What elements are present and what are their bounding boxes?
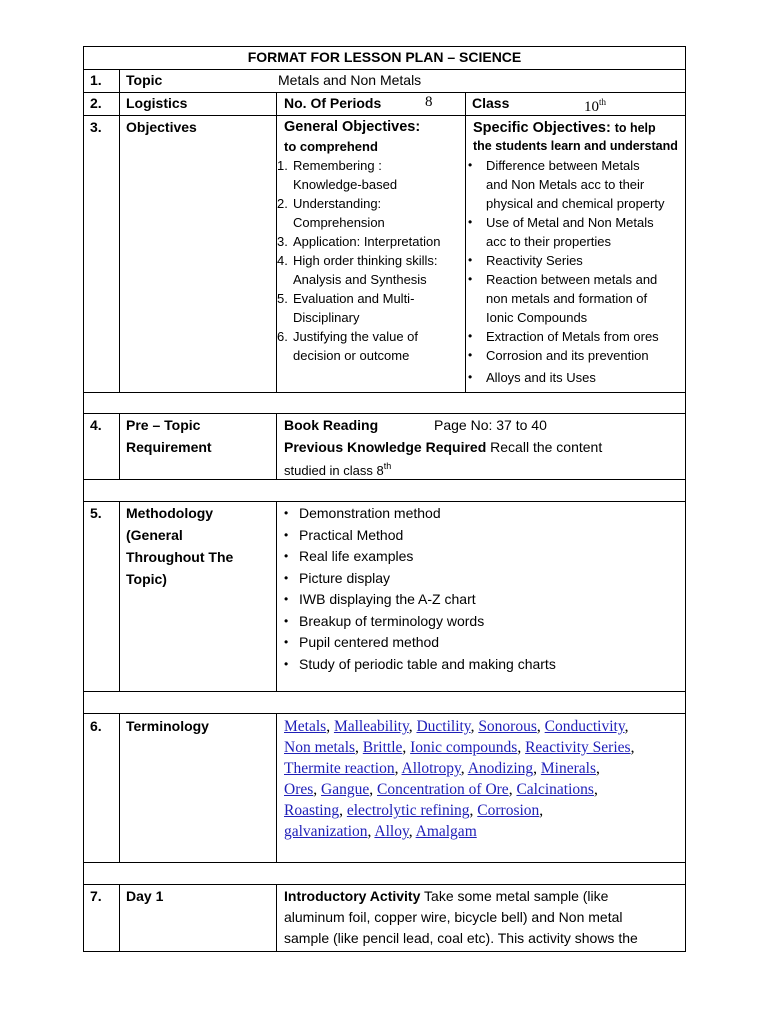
methodology-label-line: Throughout The bbox=[126, 549, 234, 565]
terminology-link[interactable]: Ores bbox=[284, 781, 314, 798]
terminology-link[interactable]: Concentration of Ore bbox=[376, 781, 509, 798]
methodology-item: IWB displaying the A-Z chart bbox=[299, 591, 476, 607]
terminology-link[interactable]: Thermite reaction bbox=[284, 760, 395, 777]
terminology-link[interactable]: galvanization bbox=[284, 823, 368, 840]
bullet-icon: • bbox=[468, 329, 473, 343]
previous-knowledge: Previous Knowledge Required Recall the content bbox=[284, 439, 603, 455]
row-divider bbox=[83, 713, 686, 714]
book-reading-label: Book Reading bbox=[284, 417, 379, 433]
terminology-line bbox=[284, 779, 684, 800]
general-objective-text: Application: Interpretation bbox=[293, 234, 441, 249]
terminology-line bbox=[284, 758, 684, 779]
bullet-icon: • bbox=[284, 613, 289, 628]
general-objective-number: 1. bbox=[277, 158, 288, 173]
general-objectives-heading: General Objectives: bbox=[284, 119, 421, 135]
bullet-icon: • bbox=[284, 549, 289, 563]
general-objective-text: Evaluation and Multi- bbox=[293, 291, 415, 306]
separator: , bbox=[533, 760, 541, 777]
bullet-icon: • bbox=[468, 158, 473, 172]
general-objective-text: Disciplinary bbox=[293, 310, 360, 325]
separator: , bbox=[596, 760, 600, 777]
row-number: 6. bbox=[90, 718, 102, 734]
terminology-link[interactable]: Sonorous bbox=[478, 718, 537, 735]
bullet-icon: • bbox=[468, 253, 473, 267]
general-objective-text: Knowledge-based bbox=[293, 177, 398, 192]
introductory-activity: Introductory Activity Take some metal sample (like bbox=[284, 888, 609, 904]
terminology-link[interactable]: Ductility bbox=[416, 718, 471, 735]
column-divider bbox=[276, 884, 277, 952]
terminology-line bbox=[284, 737, 684, 758]
specific-objective-text: non metals and formation of bbox=[486, 291, 648, 306]
separator: , bbox=[517, 739, 526, 756]
column-divider bbox=[119, 69, 120, 393]
separator: , bbox=[508, 781, 517, 798]
methodology-item: Pupil centered method bbox=[299, 634, 440, 650]
terminology-link[interactable]: Allotropy bbox=[401, 760, 461, 777]
general-objective-text: Justifying the value of bbox=[293, 329, 419, 344]
row-divider bbox=[83, 862, 686, 863]
periods-value: 8 bbox=[425, 94, 433, 110]
separator: , bbox=[402, 739, 411, 756]
row-divider bbox=[83, 501, 686, 502]
terminology-link[interactable]: Gangue bbox=[321, 781, 370, 798]
methodology-item: Practical Method bbox=[299, 526, 404, 543]
terminology-link[interactable]: Roasting bbox=[284, 802, 340, 819]
specific-objective-text: and Non Metals acc to their bbox=[486, 177, 645, 192]
general-objective-number: 4. bbox=[277, 253, 288, 268]
separator: , bbox=[630, 739, 635, 756]
specific-objective-text: Use of Metal and Non Metals bbox=[486, 215, 654, 230]
terminology-link[interactable]: Anodizing bbox=[467, 760, 534, 777]
row-number: 3. bbox=[90, 119, 102, 135]
terminology-link[interactable]: Metals bbox=[284, 718, 327, 735]
row-number: 4. bbox=[90, 417, 102, 433]
methodology-item: Study of periodic table and making charts bbox=[299, 655, 556, 672]
bullet-icon: • bbox=[284, 506, 289, 520]
row-number: 7. bbox=[90, 888, 102, 904]
general-objective-text: decision or outcome bbox=[293, 348, 410, 363]
general-objective-number: 3. bbox=[277, 234, 288, 249]
periods-label: No. Of Periods bbox=[284, 95, 382, 111]
separator: , bbox=[624, 718, 629, 735]
terminology-line bbox=[284, 821, 684, 842]
specific-objective-text: Corrosion and its prevention bbox=[486, 348, 649, 363]
row-label-day: Day 1 bbox=[126, 888, 164, 904]
methodology-label-line: Topic) bbox=[126, 571, 167, 587]
general-objectives-intro: to comprehend bbox=[284, 139, 378, 154]
table-border-right bbox=[685, 46, 686, 952]
table-border-top bbox=[83, 46, 686, 47]
table-border-left bbox=[83, 46, 84, 952]
separator: , bbox=[469, 802, 478, 819]
bullet-icon: • bbox=[284, 635, 289, 649]
row-divider bbox=[83, 69, 686, 70]
page-title: FORMAT FOR LESSON PLAN – SCIENCE bbox=[247, 49, 522, 65]
methodology-item: Picture display bbox=[299, 569, 391, 586]
specific-objectives-intro: the students learn and understand bbox=[473, 139, 678, 153]
separator: , bbox=[326, 718, 334, 735]
column-divider bbox=[276, 713, 277, 863]
activity-text-line: aluminum foil, copper wire, bicycle bell) and Non metal bbox=[284, 909, 623, 925]
page-number-text: Page No: 37 to 40 bbox=[434, 417, 547, 433]
row-number: 2. bbox=[90, 95, 102, 111]
general-objective-text: Comprehension bbox=[293, 215, 385, 230]
specific-objectives-heading: Specific Objectives: to help bbox=[473, 120, 656, 136]
separator: , bbox=[539, 802, 544, 819]
terminology-link[interactable]: Ionic compounds bbox=[410, 739, 518, 756]
terminology-line bbox=[284, 800, 684, 821]
specific-objective-text: Difference between Metals bbox=[486, 158, 640, 173]
row-divider bbox=[83, 884, 686, 885]
row-label-logistics: Logistics bbox=[126, 95, 188, 111]
methodology-label-line: Methodology bbox=[126, 505, 214, 521]
separator: , bbox=[313, 781, 322, 798]
terminology-link[interactable]: Malleability bbox=[333, 718, 409, 735]
bullet-icon: • bbox=[284, 592, 289, 606]
separator: , bbox=[408, 823, 416, 840]
separator: , bbox=[470, 718, 479, 735]
topic-value: Metals and Non Metals bbox=[278, 72, 422, 88]
bullet-icon: • bbox=[468, 215, 473, 229]
column-divider bbox=[276, 501, 277, 692]
separator: , bbox=[394, 760, 402, 777]
column-divider bbox=[119, 713, 120, 863]
activity-text-line: sample (like pencil lead, coal etc). This activity shows the bbox=[284, 930, 638, 946]
separator: , bbox=[339, 802, 347, 819]
row-divider bbox=[83, 392, 686, 393]
terminology-link[interactable]: Amalgam bbox=[415, 823, 477, 840]
terminology-link[interactable]: Alloy bbox=[374, 823, 409, 840]
separator: , bbox=[593, 781, 598, 798]
terminology-link[interactable]: electrolytic refining bbox=[346, 802, 470, 819]
class-value: 10th bbox=[584, 97, 607, 115]
specific-objective-text: physical and chemical property bbox=[486, 196, 665, 211]
bullet-icon: • bbox=[284, 656, 289, 671]
column-divider bbox=[119, 413, 120, 480]
general-objective-text: High order thinking skills: bbox=[293, 253, 438, 268]
methodology-label-line: (General bbox=[126, 527, 183, 543]
column-divider bbox=[119, 884, 120, 952]
terminology-link[interactable]: Reactivity Series bbox=[525, 739, 631, 756]
terminology-link[interactable]: Corrosion bbox=[477, 802, 540, 819]
specific-objective-text: Ionic Compounds bbox=[486, 310, 588, 325]
row-label-pre-topic: Pre – Topic bbox=[126, 417, 201, 433]
general-objective-number: 2. bbox=[277, 196, 288, 211]
methodology-item: Demonstration method bbox=[299, 505, 441, 521]
bullet-icon: • bbox=[468, 348, 473, 362]
bullet-icon: • bbox=[468, 370, 473, 384]
terminology-link[interactable]: Calcinations bbox=[516, 781, 594, 798]
specific-objective-text: Reaction between metals and bbox=[486, 272, 658, 287]
terminology-link[interactable]: Minerals bbox=[540, 760, 596, 777]
bullet-icon: • bbox=[468, 272, 473, 286]
separator: , bbox=[460, 760, 468, 777]
row-number: 5. bbox=[90, 505, 102, 521]
row-divider bbox=[83, 413, 686, 414]
specific-objective-text: Extraction of Metals from ores bbox=[486, 329, 659, 344]
specific-objective-text: Reactivity Series bbox=[486, 253, 583, 268]
methodology-item: Real life examples bbox=[299, 548, 414, 564]
row-label-topic: Topic bbox=[126, 72, 163, 88]
general-objective-text: Remembering : bbox=[293, 158, 382, 173]
specific-objective-text: Alloys and its Uses bbox=[486, 370, 596, 385]
terminology-link[interactable]: Brittle bbox=[362, 739, 403, 756]
separator: , bbox=[367, 823, 375, 840]
column-divider bbox=[119, 501, 120, 692]
specific-objective-text: acc to their properties bbox=[486, 234, 612, 249]
row-label-objectives: Objectives bbox=[126, 119, 197, 135]
row-label-requirement: Requirement bbox=[126, 439, 212, 455]
row-divider bbox=[83, 691, 686, 692]
separator: , bbox=[536, 718, 545, 735]
terminology-link[interactable]: Non metals bbox=[284, 739, 356, 756]
separator: , bbox=[355, 739, 363, 756]
column-divider bbox=[465, 92, 466, 393]
general-objective-number: 6. bbox=[277, 329, 288, 344]
row-number: 1. bbox=[90, 72, 102, 88]
general-objective-number: 5. bbox=[277, 291, 288, 306]
terminology-line bbox=[284, 716, 684, 737]
bullet-icon: • bbox=[284, 527, 289, 542]
column-divider bbox=[276, 413, 277, 480]
previous-knowledge-line2: studied in class 8th bbox=[284, 461, 392, 478]
terminology-link[interactable]: Conductivity bbox=[544, 718, 625, 735]
row-label-terminology: Terminology bbox=[126, 718, 209, 734]
separator: , bbox=[369, 781, 377, 798]
general-objective-text: Analysis and Synthesis bbox=[293, 272, 427, 287]
general-objective-text: Understanding: bbox=[293, 196, 382, 211]
methodology-item: Breakup of terminology words bbox=[299, 612, 485, 629]
class-label: Class bbox=[472, 95, 510, 111]
bullet-icon: • bbox=[284, 570, 289, 585]
table-border-bottom bbox=[83, 951, 686, 952]
separator: , bbox=[408, 718, 417, 735]
